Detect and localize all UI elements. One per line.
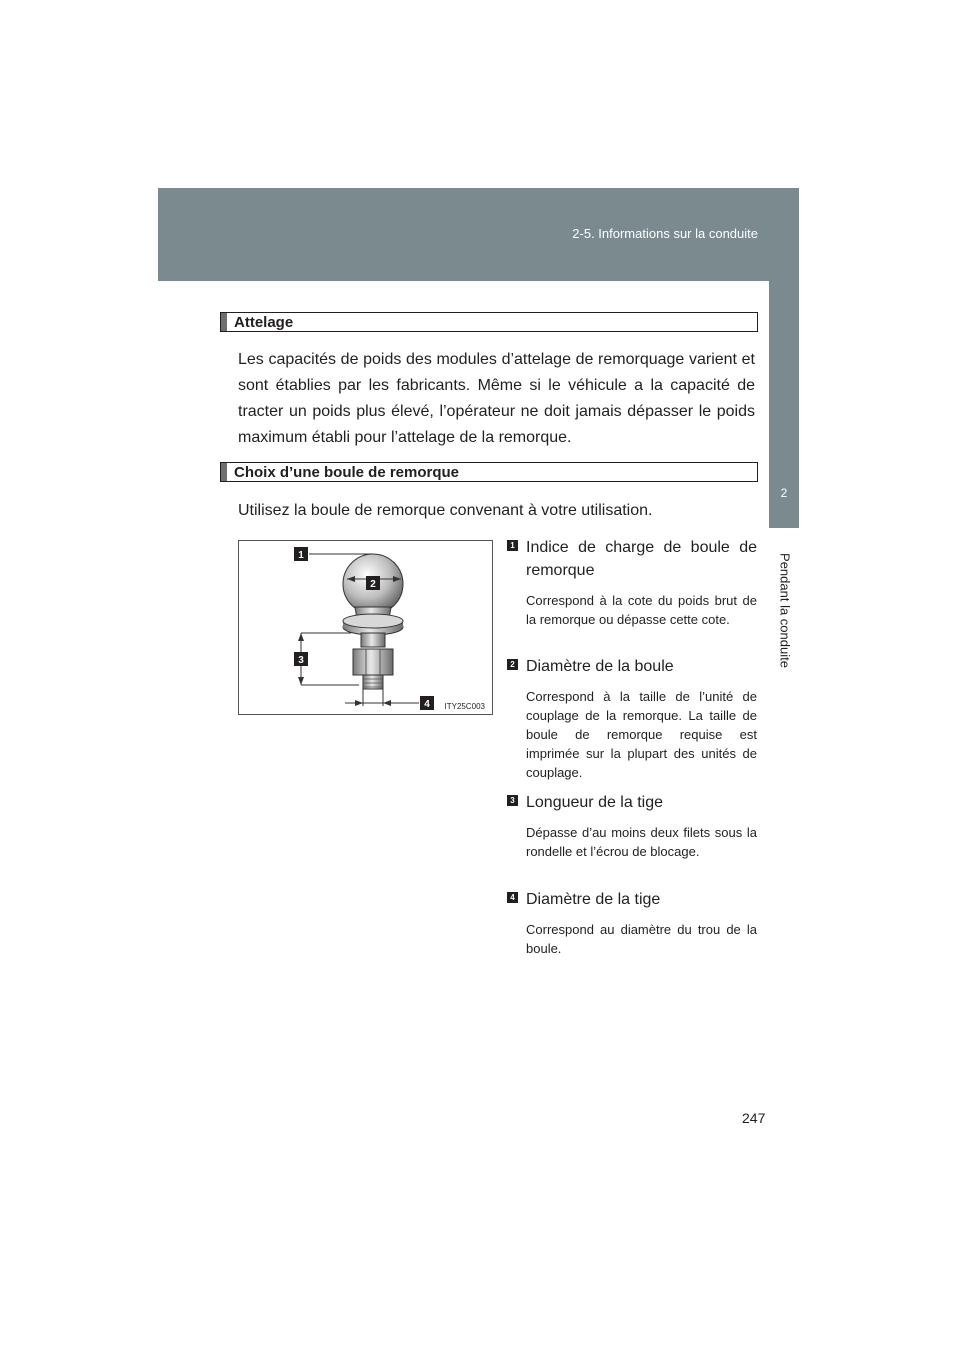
item-title: Indice de charge de boule de remorque — [526, 539, 757, 579]
item-title: Longueur de la tige — [526, 794, 663, 811]
item-description: Dépasse d’au moins deux filets sous la rondelle et l’écrou de blocage. — [526, 825, 757, 859]
item-description: Correspond à la taille de l’unité de couplage de la remorque. La taille de boule de remorque requise est imprimée sur la plupart des unités de couplage. — [526, 689, 757, 780]
item-description: Correspond à la cote du poids brut de la remorque ou dépasse cette cote. — [526, 593, 757, 627]
header-band — [158, 188, 799, 281]
item-shank-length — [507, 791, 757, 861]
chapter-tab — [769, 188, 799, 528]
item-marker: 4 — [507, 892, 518, 903]
section-heading-text: Choix d’une boule de remorque — [234, 464, 460, 481]
item-title: Diamètre de la boule — [526, 658, 674, 675]
callout-4-label: 4 — [424, 699, 430, 710]
item-marker: 2 — [507, 659, 518, 670]
item-title: Diamètre de la tige — [526, 891, 661, 908]
item-marker: 1 — [507, 540, 518, 551]
figure-code: ITY25C003 — [444, 702, 485, 711]
trailer-ball-figure — [238, 540, 493, 715]
item-shank-diameter — [507, 888, 757, 958]
item-ball-diameter — [507, 655, 757, 782]
chapter-side-label — [775, 543, 795, 683]
chapter-number: 2 — [780, 486, 788, 500]
item-ball-load-rating — [507, 536, 757, 629]
section-heading-text: Attelage — [234, 314, 294, 331]
item-description: Correspond au diamètre du trou de la boule. — [526, 922, 757, 956]
section-heading-choix-boule — [220, 462, 758, 482]
section-paragraph-attelage: Les capacités de poids des modules d’attelage de remorquage varient et sont établies par les fabricants. Même si le véhicule a la capacité de tracter un poids plus élevé, l’opérateur ne doit jamais dépasser le poids maximum établi pour l’attelage de la remorque. — [238, 351, 755, 446]
item-marker: 3 — [507, 795, 518, 806]
callout-1-label: 1 — [298, 550, 304, 561]
page-number: 247 — [742, 1110, 766, 1126]
chapter-title: 2-5. Informations sur la conduite — [572, 226, 758, 241]
callout-2-label: 2 — [370, 579, 376, 590]
callout-3-label: 3 — [298, 655, 304, 666]
chapter-side-label-text: Pendant la conduite — [777, 553, 793, 668]
trailer-ball-illustration — [239, 541, 492, 714]
section-paragraph-choix-boule: Utilisez la boule de remorque convenant à votre utilisation. — [238, 502, 653, 519]
section-heading-attelage — [220, 312, 758, 332]
